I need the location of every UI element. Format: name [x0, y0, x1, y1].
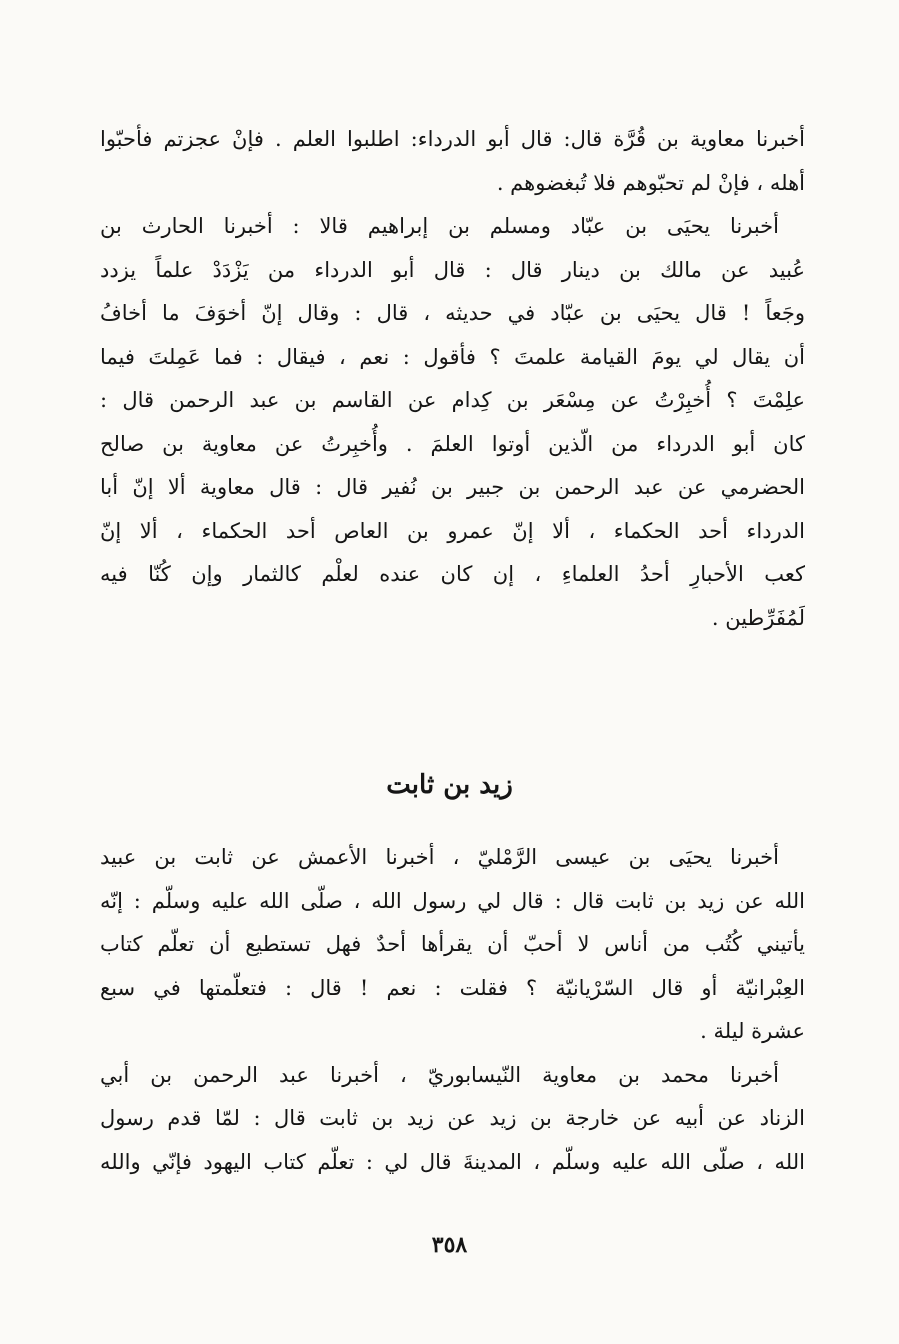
- text-line: علِمْتَ ؟ أُخبِرْتُ عن مِسْعَر بن كِدام عن القاسم بن عبد الرحمن قال :: [100, 388, 805, 412]
- text-line: أخبرنا معاوية بن قُرَّة قال: قال أبو الدرداء: اطلبوا العلم . فإنْ عجزتم فأحبّوا: [100, 127, 805, 151]
- text-line: لَمُفَرِّطين .: [711, 605, 805, 630]
- text-line: أخبرنا يحيَى بن عيسى الرَّمْليّ ، أخبرنا الأعمش عن ثابت بن عبيد: [100, 845, 779, 869]
- text-line: كان أبو الدرداء من الّذين أوتوا العلمَ . وأُخبِرتُ عن معاوية بن صالح: [100, 431, 805, 456]
- text-line: أخبرنا محمد بن معاوية النّيسابوريّ ، أخبرنا عبد الرحمن بن أبي: [100, 1062, 779, 1087]
- text-line: يأتيني كُتُب من أناس لا أحبّ أن يقرأها أحدٌ فهل تستطيع أن تعلّم كتاب: [100, 932, 805, 956]
- text-line: عُبيد عن مالك بن دينار قال : قال أبو الدرداء من يَزْدَدْ علماً يزدد: [100, 257, 805, 282]
- section-one-text: [100, 118, 805, 640]
- text-line: أهله ، فإنْ لم تحبّوهم فلا تُبغضوهم .: [496, 170, 805, 195]
- text-line: الحضرمي عن عبد الرحمن بن جبير بن نُفير قال : قال معاوية ألا إنّ أبا: [100, 475, 805, 499]
- text-line: الله ، صلّى الله عليه وسلّم ، المدينةَ قال لي : تعلّم كتاب اليهود فإنّي والله: [100, 1149, 805, 1174]
- text-line: الله عن زيد بن ثابت قال : قال لي رسول الله ، صلّى الله عليه وسلّم : إنّه: [100, 888, 805, 913]
- text-line: أن يقال لي يومَ القيامة علمتَ ؟ فأقول : نعم ، فيقال : فما عَمِلتَ فيما: [100, 344, 805, 369]
- page-number: ٣٥٨: [431, 1232, 468, 1258]
- text-line: كعب الأحبارِ أحدُ العلماءِ ، إن كان عنده لعلْم كالثمار وإن كُنّا فيه: [100, 562, 805, 586]
- section-heading: زيد بن ثابت: [386, 770, 513, 800]
- section-two-text: [100, 836, 805, 1184]
- text-line: أخبرنا يحيَى بن عبّاد ومسلم بن إبراهيم قالا : أخبرنا الحارث بن: [100, 214, 779, 238]
- text-line: وجَعاً ! قال يحيَى بن عبّاد في حديثه ، قال : وقال إنّ أخوَفَ ما أخافُ: [100, 301, 805, 325]
- text-line: العِبْرانيّة أو قال السّرْيانيّة ؟ فقلت : نعم ! قال : فتعلّمتها في سبع: [100, 975, 805, 1000]
- text-line: الزناد عن أبيه عن خارجة بن زيد عن زيد بن ثابت قال : لمّا قدم رسول: [100, 1106, 805, 1130]
- text-line: الدرداء أحد الحكماء ، ألا إنّ عمرو بن العاص أحد الحكماء ، ألا إنّ: [100, 518, 805, 543]
- text-line: عشرة ليلة .: [700, 1019, 805, 1043]
